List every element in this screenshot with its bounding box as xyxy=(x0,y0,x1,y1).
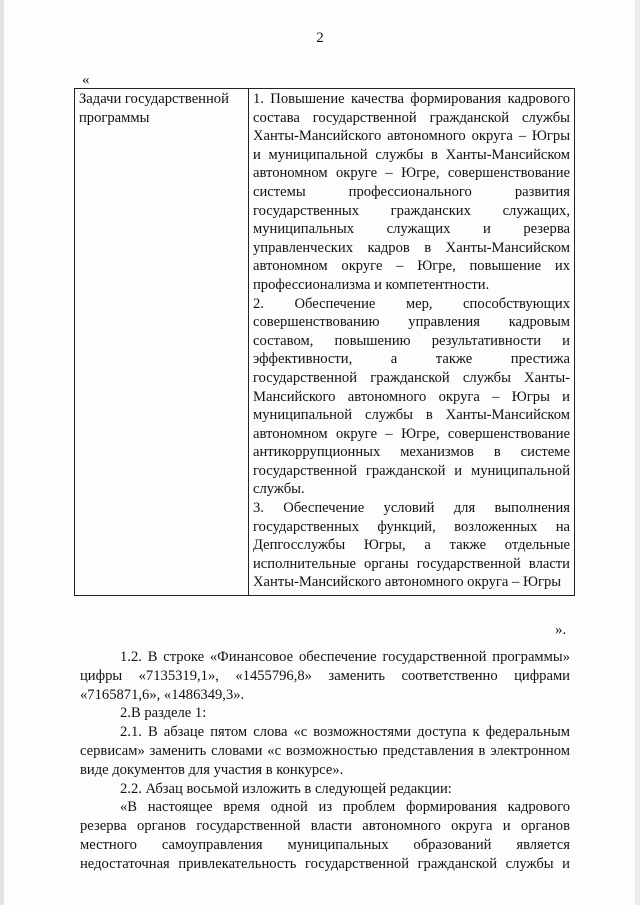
table-label-cell: Задачи государственной программы xyxy=(75,89,249,596)
page-number: 2 xyxy=(316,30,324,46)
close-quote: ». xyxy=(555,622,567,638)
paragraph-2: 2.В разделе 1: xyxy=(120,705,207,722)
program-goals-table xyxy=(74,88,575,596)
amendment-text xyxy=(80,648,570,874)
task-item-3: 3. Обеспечение условий для выполнения государственных функций, возложенных на Депгосслужбы Югры, а также отдельные исполнительные органы государственной власти Ханты-Мансийского автономного округа – Югры xyxy=(253,500,570,591)
open-quote: « xyxy=(82,72,90,88)
task-item-2: 2. Обеспечение мер, способствующих совершенствованию управления кадровым составом, повышению результативности и эффективности, а также престижа государственной гражданской службы Ханты-Мансийского автономного округа – Югры и муниципальной службы в Ханты-Мансийском автономном округе – Югре, совершенствование антикоррупционных механизмов в системе государственной гражданской и муниципальной службы. xyxy=(253,295,570,498)
scan-left-edge xyxy=(0,0,4,905)
paragraph-2-1: 2.1. В абзаце пятом слова «с возможностями доступа к федеральным сервисам» заменить словами «с возможностью представления в электронном виде документов для участия в конкурсе». xyxy=(80,724,570,778)
task-item-1: 1. Повышение качества формирования кадрового состава государственной гражданской службы Ханты-Мансийского автономного округа – Югры и муниципальной службы в Ханты-Мансийском автономном округе – Югре, совершенствование системы профессионального развития государственных гражданских служащих, муниципальных служащих и резерва управленческих кадров в Ханты-Мансийском автономном округе – Югре, повышение их профессионализма и компетентности. xyxy=(253,91,570,293)
paragraph-1-2: 1.2. В строке «Финансовое обеспечение государственной программы» цифры «7135319,1», «1455796,8» заменить соответственно цифрами «7165871,6», «1486349,3». xyxy=(80,649,570,703)
paragraph-quote: «В настоящее время одной из проблем формирования кадрового резерва органов государственной власти автономного округа и органов местного самоуправления муниципальных образований является недостаточная привлекательность государственной гражданской службы и xyxy=(80,799,570,872)
paragraph-2-2: 2.2. Абзац восьмой изложить в следующей редакции: xyxy=(120,780,452,797)
table-content-cell xyxy=(249,89,575,596)
table-row xyxy=(75,89,575,596)
scan-right-edge xyxy=(635,0,640,905)
